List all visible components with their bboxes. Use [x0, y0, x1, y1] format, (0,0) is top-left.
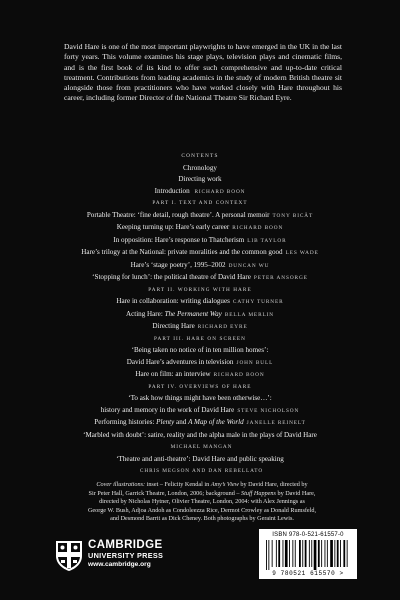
credits-text: by David Hare, [277, 489, 316, 497]
contents-entry [36, 357, 364, 370]
contents-entry [36, 430, 364, 442]
entry-author: JANELLE REINELT [246, 420, 306, 426]
barcode-bar [278, 540, 280, 567]
barcode-bar [318, 540, 320, 567]
part-heading-3: PART III. HARE ON SCREEN [154, 335, 246, 342]
entry-title: history and memory in the work of David Hare [100, 405, 235, 414]
isbn-number: ISBN 978-0-521-61557-0 [272, 532, 344, 538]
contents-entry [36, 454, 364, 466]
barcode-bar [283, 540, 284, 567]
entry-author: LIB TAYLOR [247, 237, 287, 244]
entry-author: RICHARD BOON [232, 225, 284, 231]
barcode-bar [340, 540, 341, 567]
credits-line: George W. Bush, Adjoa Andoh as Condoleezza Rice, Dermot Crowley as Donald Rumsfeld, [87, 506, 317, 514]
barcode-digits: 9 780521 615570 > [272, 570, 344, 577]
credits-text: by David Hare, directed by [240, 481, 308, 488]
entry-author: TONY BICÂT [272, 212, 314, 219]
entry-title: ‘Being taken no notice of in ten million homes’: [131, 346, 269, 354]
entry-title: Portable Theatre: ‘fine detail, rough theatre’. A personal memoir [86, 210, 270, 219]
credits-text: inset – Felicity Kendal in [146, 481, 210, 488]
contents-entry [36, 260, 364, 273]
barcode-bar [309, 540, 310, 567]
barcode-bar [330, 540, 333, 567]
contents-entry [36, 393, 364, 405]
credits-text: Sir Peter Hall, Garrick Theatre, London, 2006; background – [88, 489, 240, 497]
entry-title: Hare in collaboration: writing dialogues [116, 297, 230, 305]
entry-author: DUNCAN WU [228, 262, 270, 269]
entry-author: CHRIS MEGSON AND DAN REBELLATO [139, 468, 264, 474]
table-of-contents [36, 151, 364, 478]
barcode-bar [285, 540, 288, 567]
contents-introduction [36, 186, 364, 199]
entry-author: STEVE NICHOLSON [237, 407, 300, 414]
university-crest-icon [55, 540, 83, 572]
part-heading-4: PART IV. OVERVIEWS OF HARE [148, 383, 252, 390]
entry-author: RICHARD BOON [213, 372, 265, 378]
barcode-bar [289, 540, 290, 567]
barcode-bar [305, 540, 307, 567]
barcode-bar [292, 540, 293, 567]
entry-title: and [174, 418, 189, 426]
publisher-name-line2: UNIVERSITY PRESS [88, 551, 164, 560]
barcode-bar [337, 540, 339, 567]
entry-title: ‘To ask how things might have been otherwise…’: [128, 394, 272, 402]
contents-entry [36, 417, 364, 430]
entry-author: BELLA MERLIN [224, 311, 275, 318]
contents-entry [36, 465, 364, 478]
entry-author: LES WADE [285, 250, 319, 256]
contents-entry [36, 321, 364, 334]
entry-title-italic: The Permanent Way [164, 309, 222, 318]
entry-title: Keeping turning up: Hare’s early career [116, 223, 230, 231]
contents-heading: CONTENTS [181, 153, 219, 159]
entry-author: CATHY TURNER [232, 299, 284, 305]
contents-entry [36, 272, 364, 285]
contents-entry [36, 222, 364, 235]
entry-author: RICHARD EYRE [197, 324, 248, 330]
barcode-bar [299, 540, 301, 567]
entry-author: MICHAEL MANGAN [170, 444, 233, 450]
cover-illustration-credits [59, 481, 345, 524]
barcode-bar [334, 540, 335, 567]
barcode-bars [266, 540, 350, 570]
entry-author: PETER ANSORGE [253, 275, 308, 281]
barcode-bar [268, 540, 269, 570]
credits-line: and Desmond Barrit as Dick Cheney. Both photographs by Geraint Lewis. [110, 515, 294, 522]
publisher-url: www.cambridge.org [88, 561, 151, 568]
entry-title: ‘Theatre and anti-theatre’: David Hare and public speaking [116, 454, 284, 463]
credits-title-italic: Stuff Happens [241, 489, 276, 497]
credits-line [59, 490, 345, 499]
barcode-bar [327, 540, 328, 567]
contents-entry [36, 441, 364, 454]
contents-entry [36, 369, 364, 382]
entry-title: In opposition: Hare’s response to Thatcherism [113, 235, 245, 244]
barcode-bar [314, 540, 317, 570]
barcode-bar [325, 540, 326, 567]
entry-title: David Hare’s adventures in television [126, 357, 234, 366]
barcode-bar [343, 540, 345, 567]
contents-entry [36, 235, 364, 248]
credits-label: Cover illustrations: [96, 481, 146, 488]
credits-line [59, 481, 345, 490]
isbn-barcode [259, 529, 357, 579]
barcode-bar [276, 540, 277, 567]
entry-title-italic: Plenty [156, 418, 175, 426]
entry-title: Introduction [154, 186, 190, 195]
contents-entry [36, 247, 364, 260]
barcode-bar [311, 540, 312, 567]
contents-entry [36, 210, 364, 223]
entry-title: Hare’s ‘stage poetry’, 1995–2002 [130, 260, 226, 269]
publisher-name-line1: CAMBRIDGE [88, 539, 163, 551]
barcode-bar [266, 540, 267, 570]
barcode-bar [347, 540, 348, 567]
contents-directing-work: Directing work [178, 175, 222, 183]
entry-title: Hare on film: an interview [135, 370, 211, 378]
contents-entry [36, 309, 364, 322]
entry-title: Directing Hare [152, 322, 195, 330]
entry-title: Acting Hare: [125, 309, 165, 318]
contents-entry [36, 405, 364, 418]
credits-title-italic: Amy’s View [210, 481, 239, 488]
entry-title-italic: A Map of the World [188, 418, 244, 426]
book-blurb: David Hare is one of the most important playwrights to have emerged in the UK in the last forty years. This volume examines his stage plays, television plays and cinematic films, and is the first book of its kind to offer such comprehensive and up-to-date critical treatment. Contributions from leading academics in the study of modern British theatre sit alongside those from practitioners who have worked closely with Hare throughout his career, including former Director of the National Theatre Sir Richard Eyre. [64, 42, 342, 103]
contents-entry [36, 345, 364, 357]
barcode-bar [295, 540, 296, 567]
barcode-bar [321, 540, 322, 567]
credits-line: directed by Nicholas Hytner, Olivier Theatre, London, 2004: with Alex Jennings as [99, 498, 305, 505]
entry-title: ‘Marbled with doubt’: satire, reality and the alpha male in the plays of David Hare [83, 430, 317, 439]
entry-title: Performing histories: [94, 418, 157, 426]
contents-chronology: Chronology [183, 163, 217, 172]
entry-title: Hare’s trilogy at the National: private moralities and the common good [81, 248, 283, 256]
entry-author: RICHARD BOON [194, 188, 246, 195]
part-heading-2: PART II. WORKING WITH HARE [148, 286, 252, 293]
contents-entry [36, 296, 364, 309]
cambridge-university-press-logo [55, 537, 167, 577]
barcode-bar [272, 540, 273, 567]
publisher-name [88, 539, 163, 569]
part-heading-1: PART I. TEXT AND CONTEXT [152, 200, 248, 206]
barcode-bar [302, 540, 303, 567]
entry-author: JOHN BULL [236, 359, 274, 366]
entry-title: ‘Stopping for lunch’: the political theatre of David Hare [92, 273, 251, 281]
